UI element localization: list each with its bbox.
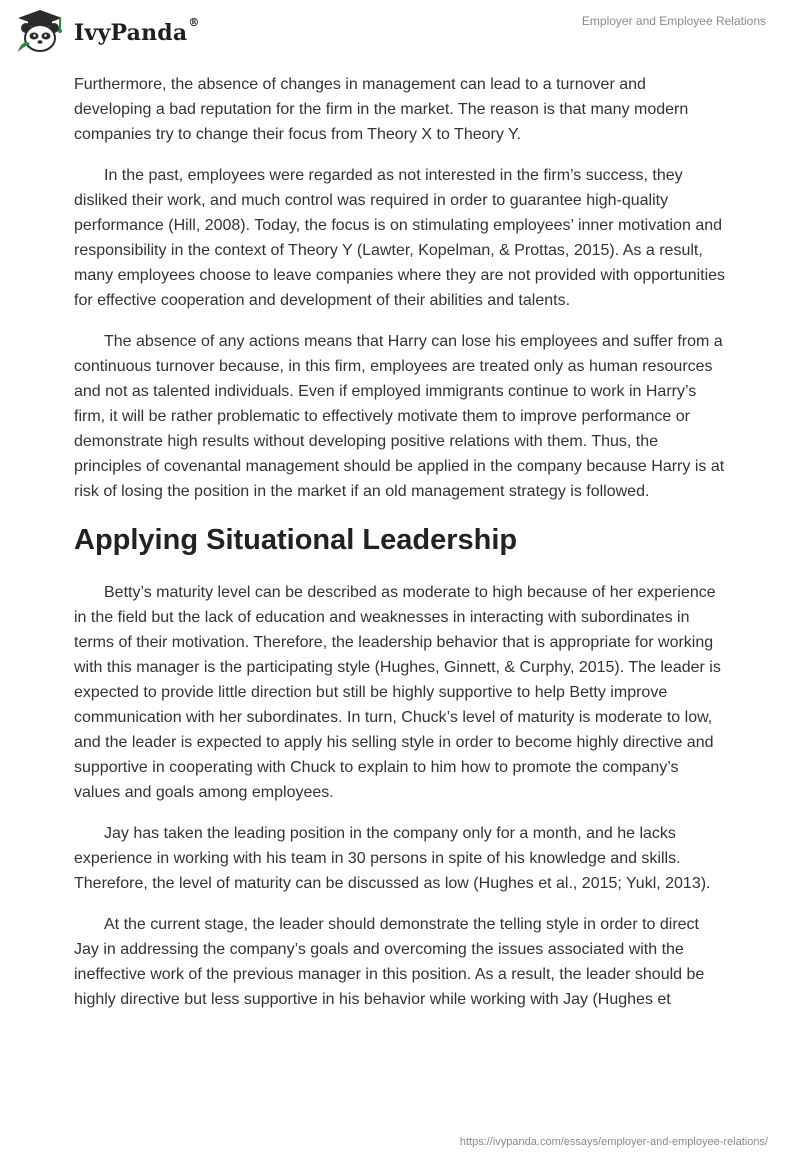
section-heading: Applying Situational Leadership [74, 524, 518, 556]
paragraph: The absence of any actions means that Harry can lose his employees and suffer from a continuous turnover because, in this firm, employees are treated only as human resources and not as talented individuals. Even if employed immigrants continue to work in Harry’s firm, it will be rather problematic to effectively motivate them to improve performance or demonstrate high results without developing positive relations with them. Thus, the principles of covenantal management should be applied in the company because Harry is at risk of losing the position in the market if an old management strategy is followed. [74, 333, 725, 500]
paragraph: In the past, employees were regarded as not interested in the firm’s success, they disliked their work, and much control was required in order to guarantee high-quality performance (Hill, 2008). Today, the focus is on stimulating employees’ inner motivation and responsibility in the context of Theory Y (Lawter, Kopelman, & Prottas, 2015). As a result, many employees choose to leave companies where they are not provided with opportunities for effective cooperation and development of their abilities and talents. [74, 167, 726, 309]
essay-content [74, 72, 726, 1028]
brand-name [74, 16, 200, 46]
brand-name-text: IvyPanda [74, 20, 188, 46]
panda-graduation-cap-icon [14, 8, 66, 54]
source-url[interactable]: https://ivypanda.com/essays/employer-and-employee-relations/ [459, 1136, 768, 1148]
document-title: Employer and Employee Relations [581, 14, 766, 28]
registered-mark: ® [188, 16, 200, 29]
paragraph: Betty’s maturity level can be described as moderate to high because of her experience in the field but the lack of education and weaknesses in interacting with subordinates in terms of their motivation. Therefore, the leadership behavior that is appropriate for working with this manager is the participating style (Hughes, Ginnett, & Curphy, 2015). The leader is expected to provide little direction but still be highly supportive to help Betty improve communication with her subordinates. In turn, Chuck’s level of maturity is moderate to low, and the leader is expected to apply his selling style in order to become highly directive and supportive in cooperating with Chuck to explain to him how to promote the company’s values and goals among employees. [74, 584, 721, 801]
page-header [0, 0, 800, 60]
paragraph: Jay has taken the leading position in the company only for a month, and he lacks experience in working with his team in 30 persons in spite of his knowledge and skills. Therefore, the level of maturity can be discussed as low (Hughes et al., 2015; Yukl, 2013). [74, 825, 711, 892]
paragraph: At the current stage, the leader should demonstrate the telling style in order to direct Jay in addressing the company’s goals and overcoming the issues associated with the ineffective work of the previous manager in this position. As a result, the leader should be highly directive but less supportive in his behavior while working with Jay (Hughes et [74, 916, 705, 1008]
ivypanda-logo[interactable] [14, 8, 200, 54]
paragraph: Furthermore, the absence of changes in management can lead to a turnover and developing a bad reputation for the firm in the market. The reason is that many modern companies try to change their focus from Theory X to Theory Y. [74, 76, 689, 143]
